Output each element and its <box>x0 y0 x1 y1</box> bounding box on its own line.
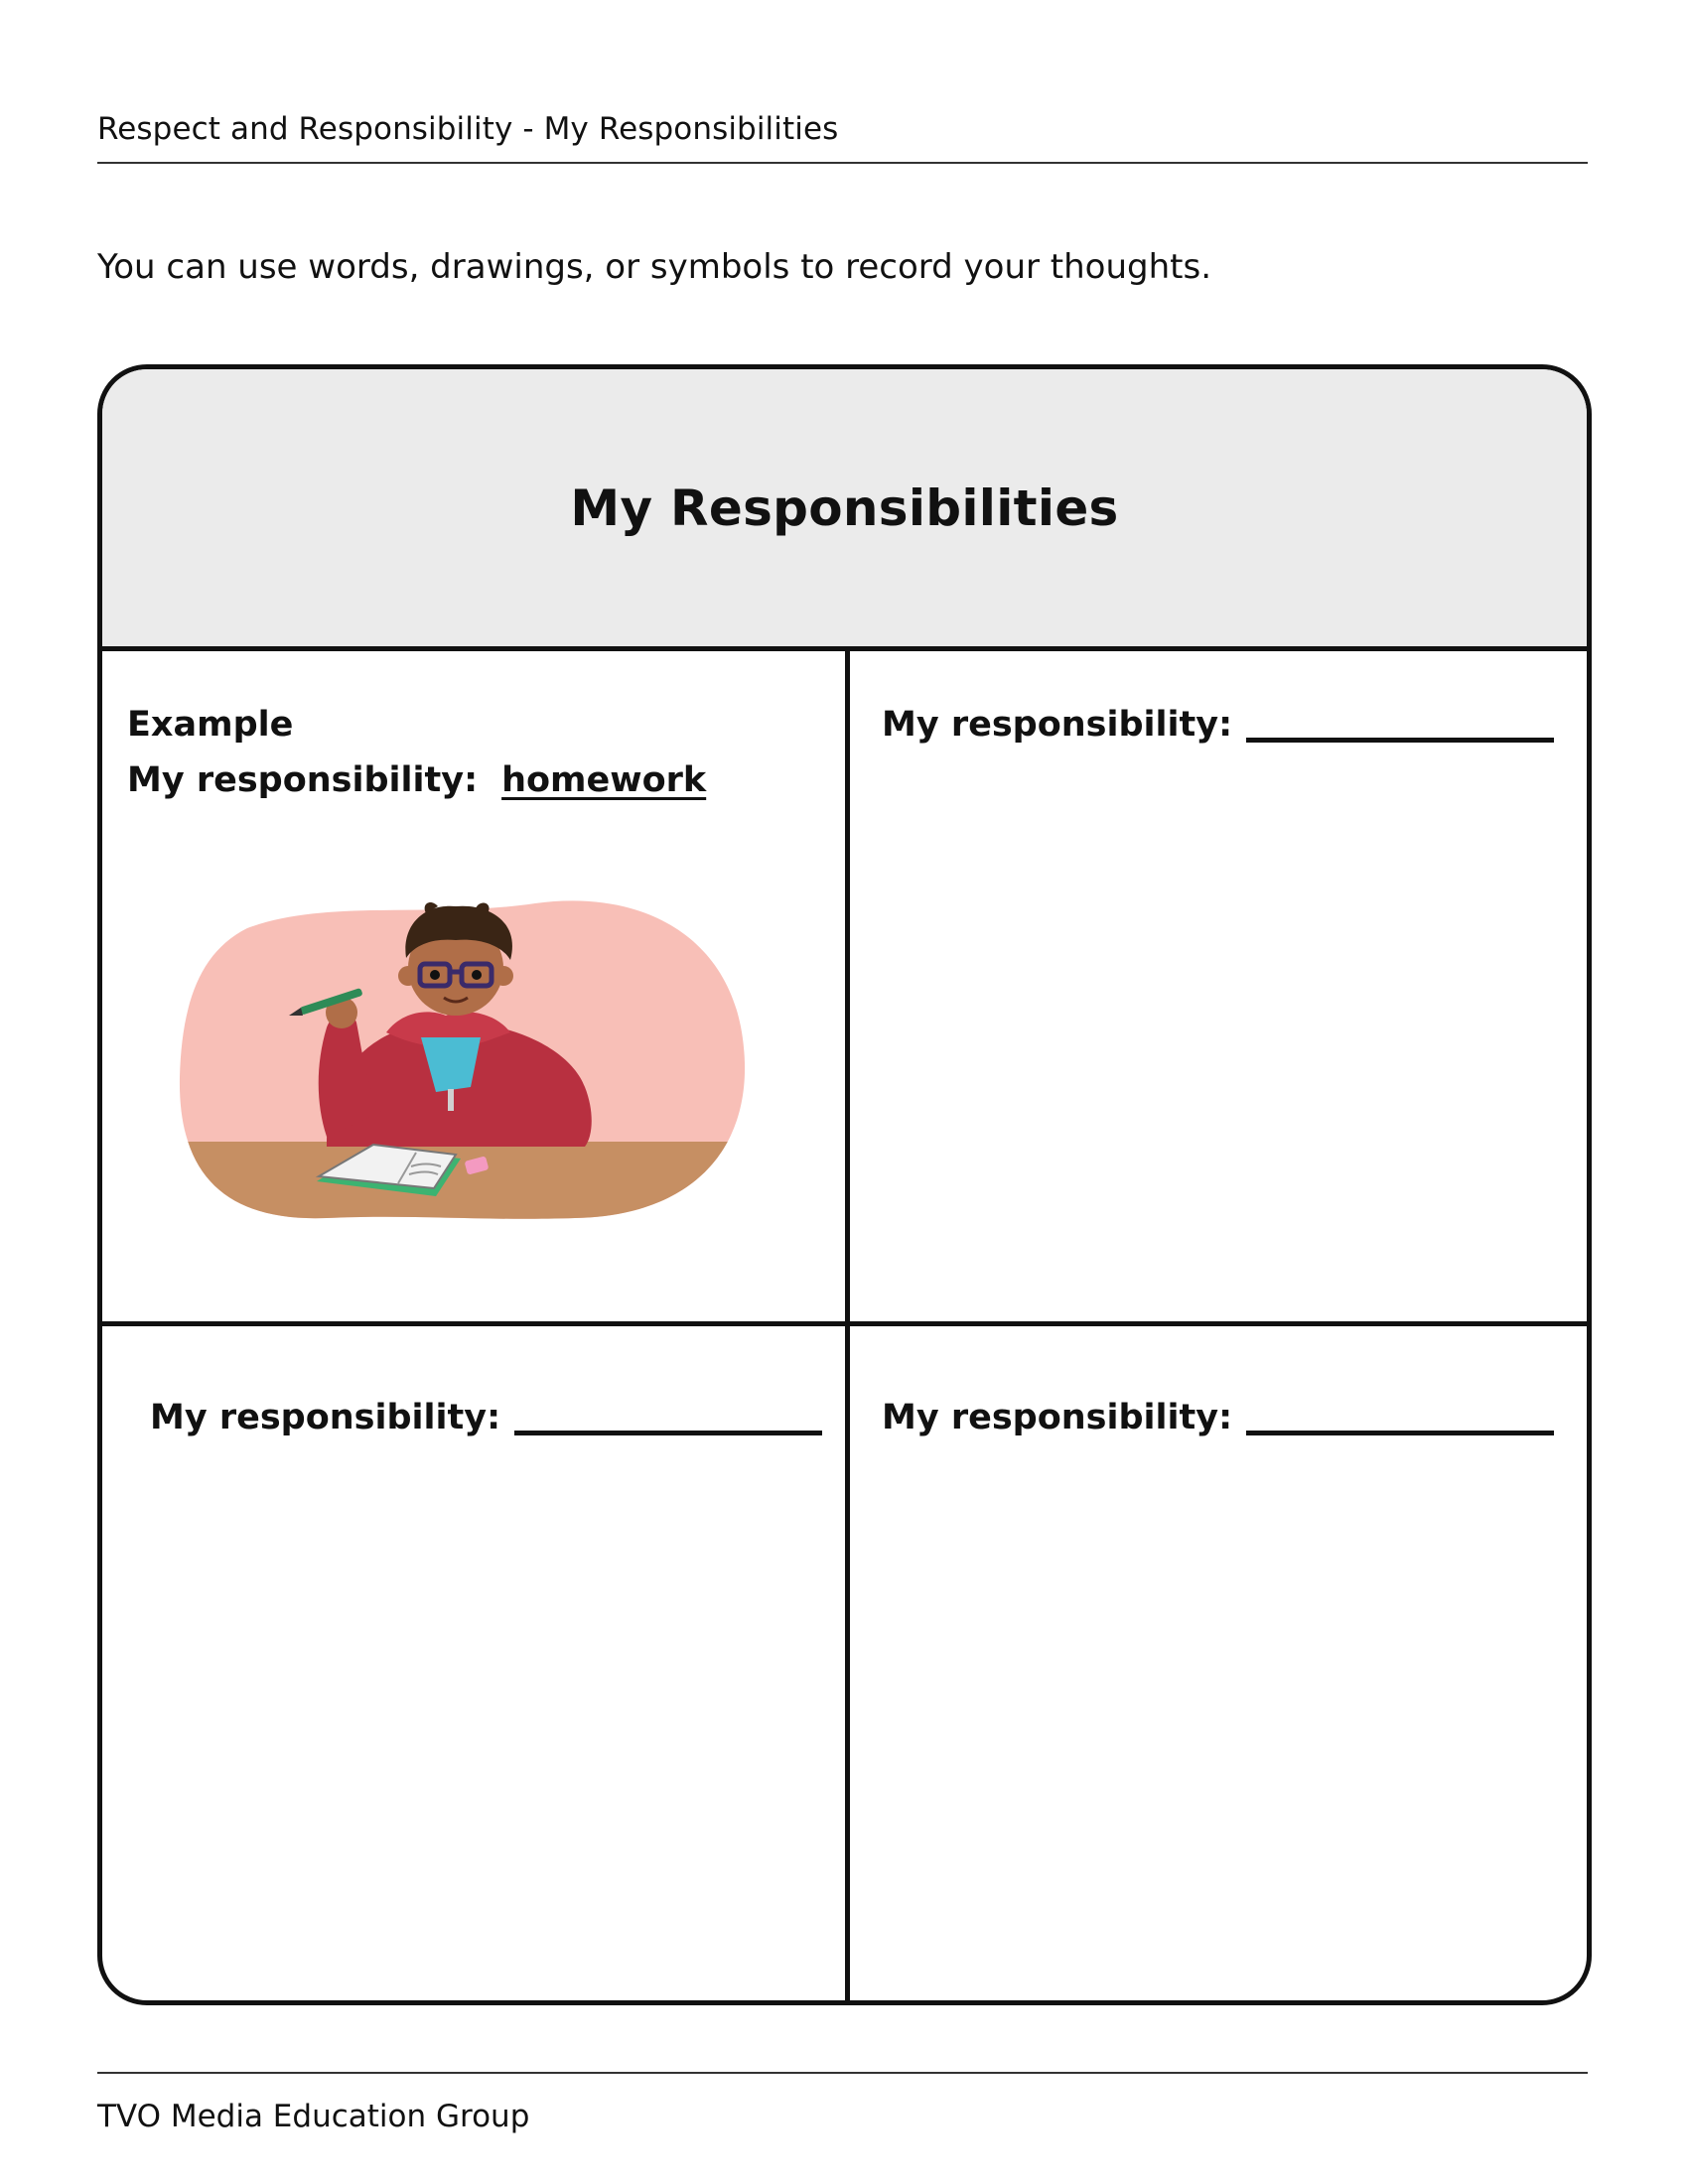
responsibility-label: My responsibility: <box>882 1398 1233 1437</box>
example-responsibility-label: My responsibility: <box>127 760 479 800</box>
responsibility-answer-line[interactable] <box>514 1431 822 1435</box>
example-responsibility-answer: homework <box>501 760 707 800</box>
responsibility-cell-2 <box>150 1398 822 1437</box>
responsibility-label: My responsibility: <box>150 1398 501 1437</box>
example-heading: Example <box>127 705 294 745</box>
organizer-title: My Responsibilities <box>570 478 1119 537</box>
horizontal-divider <box>102 1321 1587 1326</box>
instruction-text: You can use words, drawings, or symbols to record your thoughts. <box>97 247 1212 287</box>
responsibility-cell-3 <box>882 1398 1554 1437</box>
organizer-header <box>102 369 1587 651</box>
footer-divider <box>97 2072 1588 2074</box>
footer-publisher: TVO Media Education Group <box>97 2099 530 2134</box>
header-divider <box>97 162 1588 164</box>
responsibility-answer-line[interactable] <box>1246 738 1554 743</box>
example-cell <box>127 705 706 800</box>
responsibility-answer-line[interactable] <box>1246 1431 1554 1435</box>
running-header: Respect and Responsibility - My Responsibilities <box>97 111 839 147</box>
responsibility-cell-1 <box>882 705 1554 745</box>
desk <box>178 1142 749 1226</box>
student-doing-homework-illustration <box>178 898 749 1226</box>
responsibility-label: My responsibility: <box>882 705 1233 745</box>
